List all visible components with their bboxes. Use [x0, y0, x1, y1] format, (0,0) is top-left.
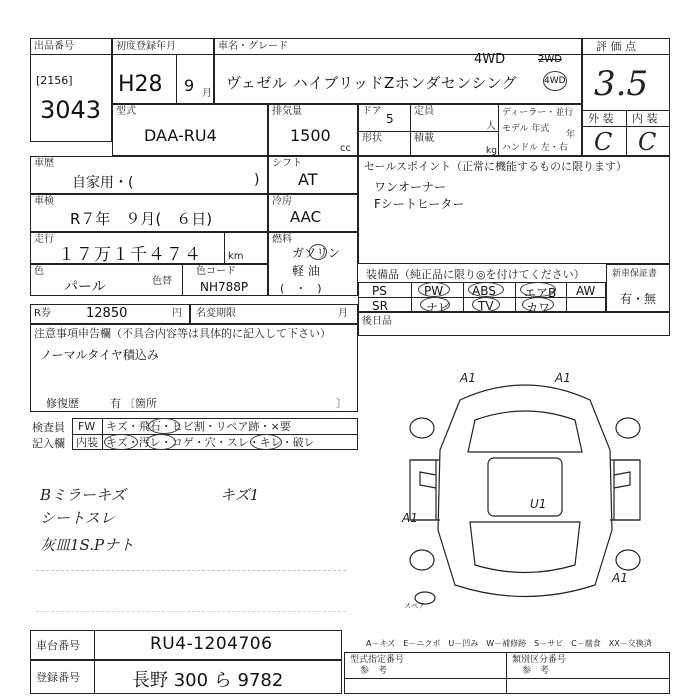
handwritten-line-2: シートスレ [40, 509, 115, 527]
mark-u1-right: U1 [530, 497, 547, 511]
mark-a1-top-right: A1 [555, 371, 571, 385]
equip-leather-circle [522, 297, 554, 312]
color-change-label: 色替 [152, 276, 172, 287]
rear-item-label: 後日品 [362, 316, 392, 327]
car-damage-diagram [400, 360, 650, 612]
km-unit: km [228, 251, 244, 262]
equip-pw: PW [424, 284, 444, 298]
repair-value: 有 [110, 397, 121, 410]
inspector-fw-items: キズ・飛石・ヒビ割・リペア跡・×要 [106, 420, 291, 433]
model-label: 型式 [116, 106, 136, 117]
interior-grade: C [638, 128, 657, 156]
interior-label: 内 装 [632, 112, 658, 125]
year-unit: 年 [566, 130, 576, 140]
equipment-label: 装備品（純正品に限り◎を付けてください） [366, 268, 585, 281]
model-year-label: モデル 年式 [502, 124, 550, 134]
equip-aw: AW [576, 284, 596, 298]
handwritten-right: キズ1 [220, 486, 260, 504]
color-value: パール [64, 279, 106, 295]
chassis-number: RU4-1204706 [150, 634, 273, 654]
handwritten-line-3: 灰皿1S.Pナト [40, 536, 135, 554]
spare-label: スペア [404, 602, 425, 610]
cc-label: cc [340, 143, 351, 154]
mark-a1-top-left: A1 [460, 371, 476, 385]
fuel-paren: ( ・ ) [280, 282, 322, 295]
designation-ref: 参 考 [360, 666, 388, 676]
month-unit: 月 [202, 88, 212, 99]
kg-unit: kg [486, 146, 497, 156]
equip-leather: カワ [526, 301, 551, 315]
name-change-month: 月 [338, 308, 348, 319]
fuel-light-oil: 軽 油 [292, 264, 320, 278]
inspector-label-1: 検査員 [32, 421, 65, 434]
history-value: 自家用・( [72, 175, 134, 191]
handwritten-line-1: Bミラーキズ [40, 486, 126, 504]
color-code-value: NH788P [200, 280, 249, 294]
person-unit: 人 [486, 121, 496, 132]
fuel-gasoline: ガソリン [292, 246, 341, 260]
ac-label: 冷房 [272, 196, 292, 207]
equip-abs-circle [468, 282, 504, 297]
door-value: 5 [386, 112, 394, 126]
sales-label: セールスポイント（正常に機能するものに限ります） [364, 160, 628, 173]
inspector-interior-items: キズ・汚レ・コゲ・穴・スレ・キレ・破レ [106, 436, 315, 449]
era-year: H28 [118, 72, 163, 97]
repair-label: 修復歴 [46, 397, 79, 410]
shape-label: 形状 [362, 133, 382, 144]
lot-label: 出品番号 [34, 41, 74, 52]
model-value: DAA-RU4 [144, 126, 217, 145]
inspector-fw: FW [78, 420, 96, 433]
drive-2wd: 2WD [538, 54, 562, 65]
chassis-label: 車台番号 [36, 639, 80, 652]
equip-navi: ナビ [426, 301, 451, 315]
lot-small: [2156] [36, 74, 73, 87]
name-change-label: 名変期限 [196, 308, 236, 319]
exterior-label: 外 装 [588, 112, 614, 125]
fuel-circle [309, 244, 327, 260]
dealer-label: ディーラー・並行 [502, 108, 574, 118]
color-code-label: 色コード [196, 266, 236, 277]
displacement-label: 排気量 [272, 106, 302, 117]
score-label: 評 価 点 [596, 40, 636, 53]
loading-label: 積載 [414, 133, 434, 144]
inspector-label-2: 記入欄 [32, 437, 65, 450]
inspector-interior: 内装 [76, 436, 98, 449]
shift-label: シフト [272, 158, 302, 169]
class-label: 類別区分番号 [512, 655, 567, 665]
sales-point-2: Fシートヒーター [374, 197, 465, 211]
equip-navi-circle [420, 297, 450, 312]
equip-pw-circle [418, 282, 450, 297]
capacity-label: 定員 [414, 106, 434, 117]
history-box [30, 156, 268, 194]
handle-label: ハンドル 左・右 [502, 143, 568, 153]
equip-airbag: エアB [524, 286, 557, 300]
guarantee-label: 新車保証書 [612, 269, 658, 279]
history-paren: ) [254, 172, 260, 188]
history-label: 車歴 [34, 158, 54, 169]
designation-label: 型式指定番号 [350, 655, 405, 665]
lot-number: 3043 [40, 96, 102, 124]
month-value: 9 [184, 76, 195, 95]
color-label: 色 [34, 266, 44, 277]
yen-unit: 円 [172, 308, 182, 319]
shift-value: AT [298, 170, 318, 189]
equip-airbag-circle [520, 282, 556, 297]
door-label: ドア [362, 106, 382, 117]
int-wear-circle [250, 434, 282, 450]
displacement-value: 1500 [290, 126, 331, 145]
drive-circle [543, 71, 567, 91]
damage-legend: A－キズ E－ニクボ U－凹み W－補修跡 S－サビ C－腐食 XX－交換済 [366, 639, 652, 648]
repair-bracket: 〕 [336, 397, 347, 410]
inspection-value: R７年 ９月( ６日) [70, 210, 213, 228]
equip-tv: TV [478, 299, 494, 313]
fw-stone-circle [148, 418, 180, 434]
drive-4wd: 4WD [474, 52, 506, 67]
repair-location: 〔箇所 [124, 397, 157, 410]
guarantee-value: 有・無 [620, 292, 657, 306]
int-dirt-circle [146, 434, 176, 450]
equip-ps: PS [372, 284, 387, 298]
recycle-value: 12850 [86, 306, 128, 321]
class-ref: 参 考 [522, 666, 550, 676]
first-reg-label: 初度登録年月 [116, 41, 176, 52]
int-scratch-circle [104, 434, 138, 450]
inspection-label: 車検 [34, 196, 54, 207]
notes-label: 注意事項申告欄（不具合内容等は具体的に記入して下さい） [34, 327, 331, 340]
mileage-value: １７万１千４７４ [58, 245, 202, 265]
fuel-label: 燃料 [272, 234, 292, 245]
registration-number: 長野 300 ら 9782 [132, 670, 284, 691]
exterior-grade: C [594, 128, 613, 156]
notes-text: ノーマルタイヤ積込み [40, 348, 159, 362]
carname-label: 車名・グレード [218, 41, 288, 52]
score-value: 3.5 [594, 64, 649, 104]
mark-a1-left: A1 [402, 511, 418, 525]
registration-label: 登録番号 [36, 671, 80, 684]
recycle-label: R券 [34, 308, 51, 319]
equip-tv-circle [472, 297, 500, 312]
ac-value: AAC [290, 208, 322, 226]
sales-point-1: ワンオーナー [374, 180, 447, 194]
drive-4wd-small: 4WD [544, 76, 566, 86]
mark-a1-bottom-right: A1 [612, 571, 628, 585]
car-name: ヴェゼル ハイブリッドZホンダセンシング [226, 74, 518, 92]
equip-abs: ABS [472, 284, 496, 298]
equip-sr: SR [372, 299, 388, 313]
mileage-label: 走行 [34, 234, 54, 245]
handwritten-dots [36, 570, 346, 612]
rear-item-box [358, 312, 670, 336]
